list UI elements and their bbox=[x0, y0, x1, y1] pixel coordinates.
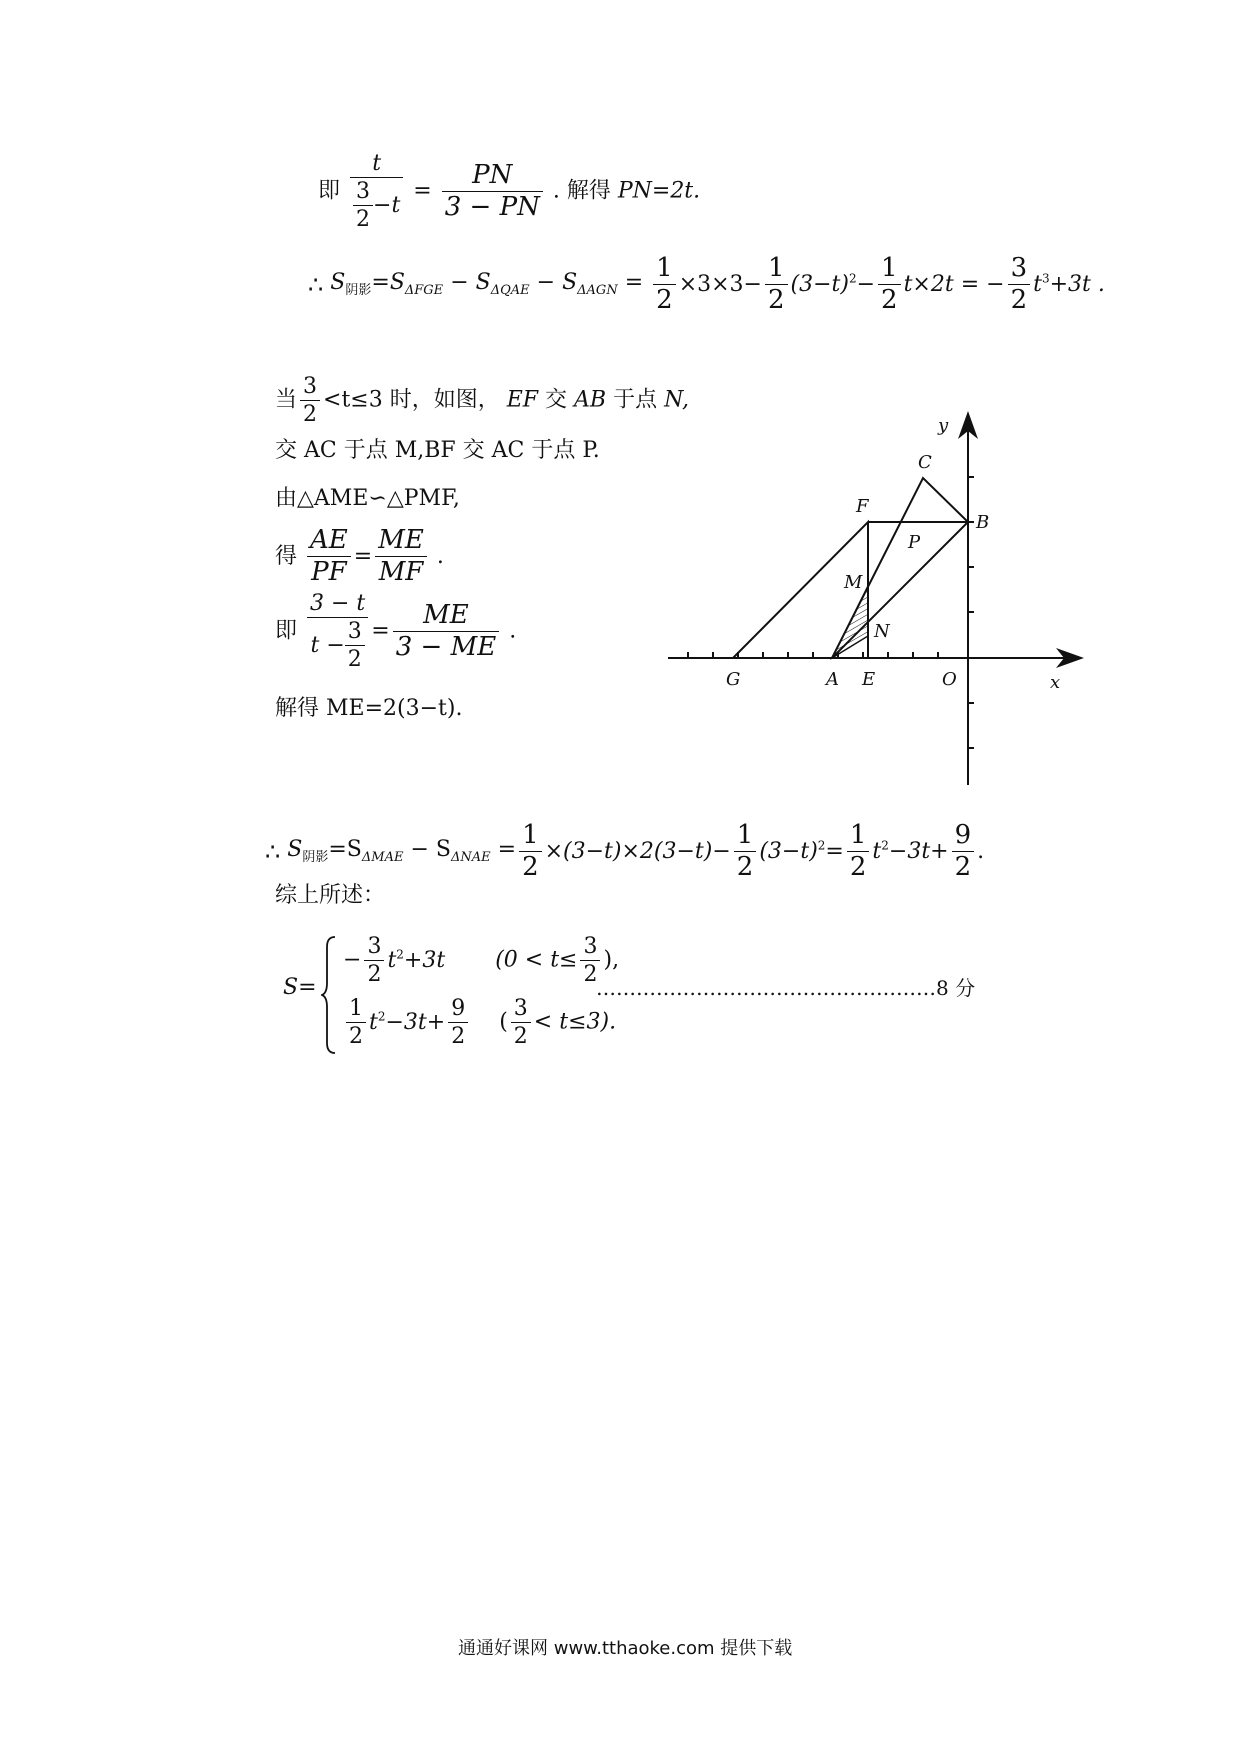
point-n: N, bbox=[664, 387, 689, 413]
end-dot: . bbox=[977, 838, 985, 864]
cube: 3 bbox=[1041, 272, 1050, 287]
fraction-half-1 bbox=[653, 255, 676, 315]
label-f: F bbox=[856, 496, 869, 517]
score-text: ……………………………………………8 分 bbox=[596, 976, 976, 1000]
equals-2: = bbox=[497, 837, 517, 863]
cond-a: ( bbox=[499, 1009, 508, 1035]
shaded-region bbox=[832, 586, 868, 658]
suffix-text: . 解得 bbox=[552, 178, 618, 204]
fraction-half-2 bbox=[765, 255, 788, 315]
cond-a: (0 < t≤ bbox=[495, 947, 578, 973]
inner-fraction bbox=[353, 180, 373, 231]
frac-den: 2 bbox=[881, 285, 898, 316]
inner-den: 2 bbox=[356, 207, 371, 233]
fraction-t-over bbox=[350, 152, 403, 231]
frac-num: 3 bbox=[511, 997, 531, 1023]
frac-num: t bbox=[350, 152, 403, 178]
label-g: G bbox=[726, 669, 741, 690]
label-x: x bbox=[1050, 672, 1061, 693]
t-var: t bbox=[369, 1010, 378, 1036]
fraction-three-half bbox=[1008, 255, 1031, 315]
fraction-half-2 bbox=[734, 822, 757, 882]
frac-den bbox=[350, 178, 403, 231]
frac-num: 1 bbox=[878, 255, 901, 285]
frac-num: ME bbox=[393, 602, 499, 632]
s-symbol: S bbox=[287, 837, 303, 863]
inner-den: 2 bbox=[347, 647, 362, 673]
label-c: C bbox=[918, 452, 932, 473]
s-symbol: S bbox=[330, 270, 346, 296]
frac-num: PN bbox=[442, 162, 543, 192]
frac-num: 3 bbox=[300, 375, 320, 401]
frac-num: 1 bbox=[734, 822, 757, 852]
ji-text: 即 bbox=[275, 618, 298, 644]
frac-num: 3 − t bbox=[307, 592, 368, 618]
square: 2 bbox=[848, 272, 857, 287]
row1-expr bbox=[387, 948, 445, 973]
frac-num: 9 bbox=[448, 997, 468, 1023]
square-2: 2 bbox=[881, 839, 889, 854]
equation-area-case2 bbox=[265, 822, 984, 882]
therefore-symbol: ∴ bbox=[265, 837, 281, 866]
equals-s: =S bbox=[328, 837, 362, 863]
label-p: P bbox=[908, 532, 921, 553]
term4b: +3t . bbox=[1049, 272, 1105, 298]
fraction-ae-pf bbox=[307, 527, 351, 587]
fraction-half-3 bbox=[847, 822, 870, 882]
term1: ×(3−t)×2(3−t)− bbox=[544, 838, 731, 864]
area-expression: $S_{阴影}=S_{\Delta FGE} - S_{\Delta QAE} - S_{\Delta AGN}$ = bbox=[330, 270, 644, 299]
fraction-nine-half bbox=[448, 997, 468, 1048]
when-text: 当 bbox=[275, 387, 298, 413]
fraction-me bbox=[393, 599, 499, 663]
square: 2 bbox=[817, 839, 826, 854]
term4-group bbox=[1033, 272, 1105, 297]
frac-num: 1 bbox=[765, 255, 788, 285]
frac-num: 3 bbox=[364, 935, 384, 961]
frac-num: 1 bbox=[346, 997, 366, 1023]
frac-num: 1 bbox=[519, 822, 542, 852]
minus-2: − bbox=[536, 270, 556, 296]
s-equals: S= bbox=[283, 975, 317, 1000]
term2: (3−t) bbox=[790, 272, 849, 298]
term1: ×3×3− bbox=[678, 271, 762, 297]
frac-den: 2 bbox=[767, 285, 785, 316]
solve-me: 解得 ME=2(3−t). bbox=[275, 696, 463, 721]
case2-line3: 由△AME∽△PMF, bbox=[275, 486, 460, 511]
term2-group bbox=[791, 272, 876, 297]
geometry-figure bbox=[660, 405, 1100, 799]
inner-num: 3 bbox=[345, 620, 365, 646]
case2-condition bbox=[275, 375, 689, 426]
segment-ab: AB bbox=[574, 387, 607, 413]
frac-num: ME bbox=[375, 527, 427, 557]
label-n: N bbox=[874, 621, 890, 642]
frac-num: 1 bbox=[847, 822, 870, 852]
frac-den: 2 bbox=[303, 402, 318, 428]
equals-2: = bbox=[624, 270, 644, 296]
s2-subscript: ΔQAE bbox=[490, 283, 530, 299]
equals-sign: = bbox=[371, 618, 390, 644]
frac-den bbox=[307, 618, 368, 671]
equals-sign: = bbox=[413, 178, 432, 204]
frac-den-tail: −t bbox=[373, 193, 401, 219]
condition-text: <t≤3 时，如图， bbox=[323, 387, 500, 413]
dot: . bbox=[436, 543, 444, 569]
s-subscript: 阴影 bbox=[302, 850, 329, 866]
term2-group bbox=[759, 839, 844, 864]
label-o: O bbox=[942, 669, 957, 690]
den-a: t − bbox=[310, 633, 345, 659]
s2-subscript: ΔNAE bbox=[450, 850, 491, 866]
frac-den: 3 − PN bbox=[444, 192, 540, 223]
square: 2 bbox=[377, 1009, 386, 1024]
cond-b: < t≤3). bbox=[533, 1009, 617, 1035]
fraction-three-half bbox=[364, 935, 384, 986]
frac-den: 2 bbox=[451, 1024, 466, 1050]
label-a: A bbox=[826, 669, 839, 690]
s3-subscript: ΔAGN bbox=[577, 283, 618, 299]
term3: t bbox=[872, 839, 882, 865]
term4a: t bbox=[1033, 272, 1042, 298]
frac-den: 2 bbox=[1010, 285, 1028, 316]
fraction-3-t bbox=[307, 592, 368, 671]
frac-den: 2 bbox=[656, 285, 673, 316]
frac-den: 2 bbox=[736, 852, 754, 883]
segment-ef: EF bbox=[506, 387, 539, 413]
at-point-text: 于点 bbox=[606, 387, 665, 413]
fraction-pn bbox=[442, 159, 543, 223]
row2-expr bbox=[369, 1010, 445, 1035]
label-y: y bbox=[938, 415, 949, 436]
minus-s: − S bbox=[403, 837, 451, 863]
term3: t×2t = − bbox=[903, 271, 1005, 297]
square: 2 bbox=[396, 947, 404, 962]
left-brace bbox=[321, 935, 337, 1055]
equals-1: = bbox=[371, 270, 390, 296]
term3-group bbox=[872, 839, 948, 864]
area-expression bbox=[287, 837, 517, 866]
figure-svg bbox=[660, 405, 1100, 795]
cond-b: ), bbox=[603, 947, 620, 973]
frac-den: 3 − ME bbox=[395, 632, 497, 663]
dot: . bbox=[509, 618, 517, 644]
ratio-me bbox=[275, 592, 516, 671]
frac-den: 2 bbox=[583, 962, 598, 988]
result-pn: PN=2t. bbox=[617, 178, 701, 204]
footer-text: 通通好课网 www.tthaoke.com 提供下载 bbox=[458, 1638, 793, 1659]
therefore-symbol: ∴ bbox=[308, 270, 324, 299]
label-e: E bbox=[862, 669, 876, 690]
case2-line2: 交 AC 于点 M,BF 交 AC 于点 P. bbox=[275, 438, 600, 463]
label-m: M bbox=[844, 572, 863, 593]
term4: −3t+ bbox=[888, 839, 949, 865]
minus-1: − bbox=[450, 270, 469, 296]
s1-subscript: ΔFGE bbox=[404, 283, 444, 299]
inner-fraction bbox=[345, 620, 365, 671]
frac-num: 1 bbox=[653, 255, 676, 285]
frac-num: 3 bbox=[580, 935, 600, 961]
equals-3: = bbox=[825, 839, 844, 865]
fraction-three-half bbox=[300, 375, 320, 426]
fraction-half-3 bbox=[878, 255, 901, 315]
equals-sign: = bbox=[353, 543, 373, 569]
t-var: t bbox=[387, 948, 397, 974]
equation-ratio-pn bbox=[318, 152, 700, 231]
minus-3: − bbox=[856, 272, 876, 298]
summary-label: 综上所述： bbox=[275, 883, 386, 908]
fraction-one-half bbox=[346, 997, 366, 1048]
term2: (3−t) bbox=[759, 839, 818, 865]
mid: −3t+ bbox=[385, 1010, 446, 1036]
frac-den: 2 bbox=[349, 1024, 363, 1050]
frac-num: AE bbox=[307, 527, 351, 557]
s-subscript: 阴影 bbox=[345, 283, 372, 299]
frac-den: 2 bbox=[954, 852, 972, 883]
frac-den: 2 bbox=[522, 852, 539, 883]
frac-den: MF bbox=[378, 557, 424, 588]
frac-num: 3 bbox=[1008, 255, 1031, 285]
fraction-me-mf bbox=[375, 527, 427, 587]
de-text: 得 bbox=[275, 543, 298, 569]
similar-ratio bbox=[275, 527, 444, 587]
frac-den: 2 bbox=[849, 852, 867, 883]
rest: +3t bbox=[403, 948, 446, 974]
s1-subscript: ΔMAE bbox=[361, 850, 404, 866]
neg-sign: − bbox=[343, 947, 362, 973]
frac-den: 2 bbox=[513, 1024, 528, 1050]
fraction-half-1 bbox=[519, 822, 542, 882]
fraction-cond bbox=[511, 997, 531, 1048]
piece-row-2 bbox=[343, 997, 616, 1048]
frac-den: 2 bbox=[367, 962, 382, 988]
frac-den: PF bbox=[311, 557, 347, 588]
label-b: B bbox=[976, 512, 990, 533]
piece-row-1 bbox=[343, 935, 619, 986]
cross-text: 交 bbox=[538, 387, 575, 413]
prefix-ji: 即 bbox=[318, 178, 341, 204]
equation-area-case1 bbox=[308, 255, 1105, 315]
fraction-nine-half bbox=[952, 822, 975, 882]
inner-num: 3 bbox=[353, 180, 373, 206]
frac-num: 9 bbox=[952, 822, 975, 852]
